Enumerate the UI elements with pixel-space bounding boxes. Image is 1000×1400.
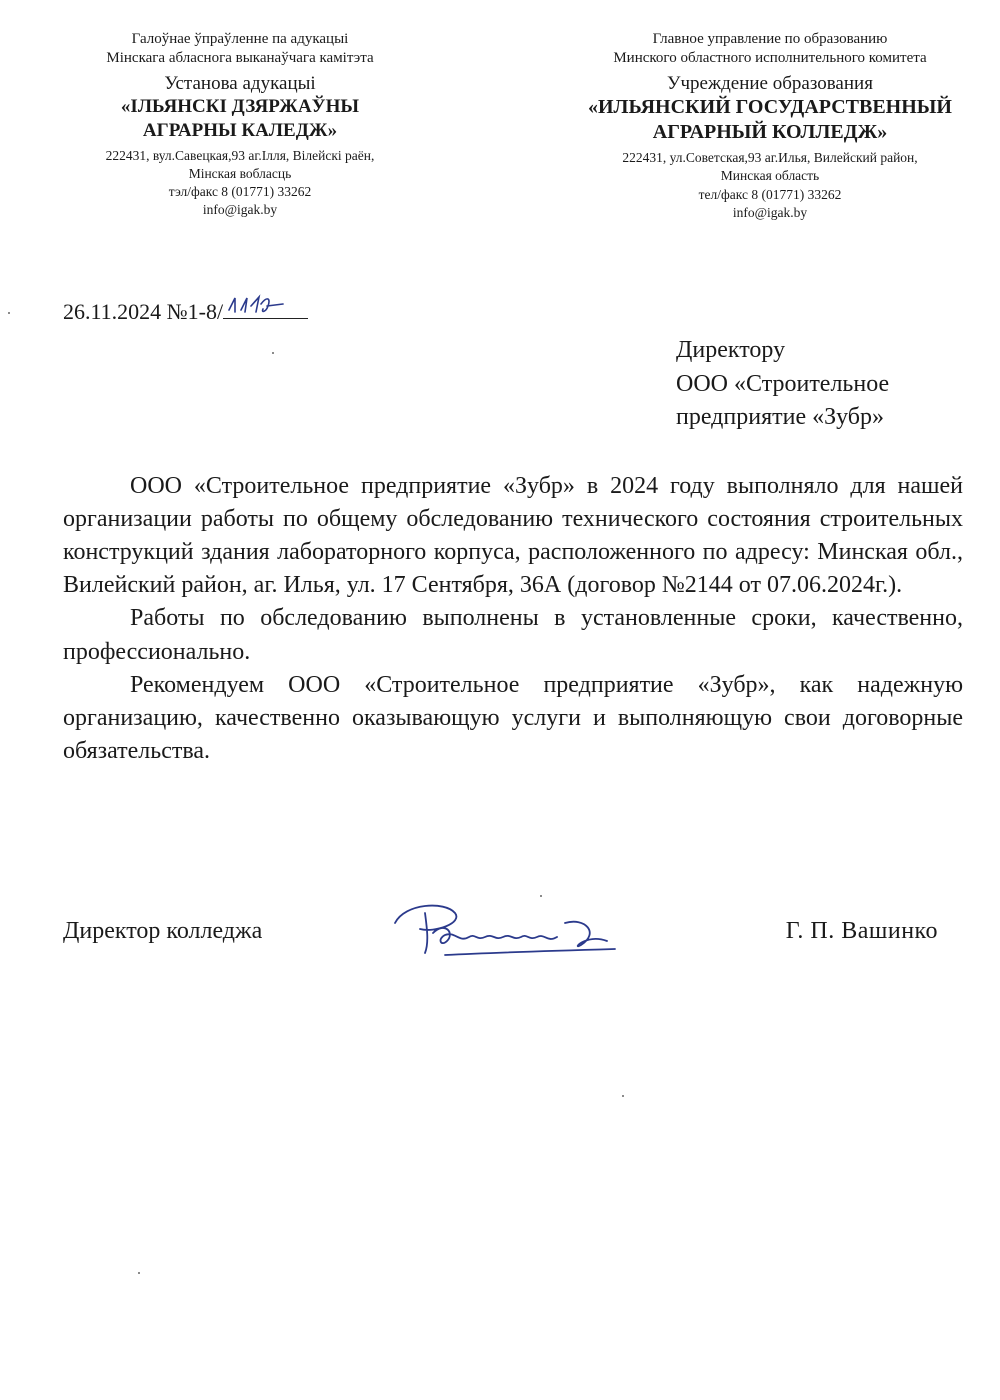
paragraph-3: Рекомендуем ООО «Строительное предприятие «Зубр», как надежную организацию, качественно оказывающую услуги и выполняющую свои договорные обязательства. bbox=[63, 671, 963, 764]
addressee-line-3: предприятие «Зубр» bbox=[676, 404, 885, 431]
address-line-2: Мінская вобласць bbox=[188, 165, 292, 181]
paragraph-1: ООО «Строительное предприятие «Зубр» в 2024 году выполняло для нашей организации работы по общему обследованию технического состояния строительных конструкций здания лабораторного корпуса, расположенного по адресу: Минская обл., Вилейский район, аг. Илья, ул. 17 Сентября, 36А (договор №2144 от 07.06.2024г.). bbox=[63, 473, 963, 599]
header-russian bbox=[570, 30, 970, 222]
scan-speck bbox=[8, 312, 10, 314]
institution-type: Учреждение образования bbox=[667, 72, 873, 94]
address-line-2: Минская область bbox=[720, 168, 820, 184]
scan-speck bbox=[622, 1095, 624, 1097]
institution-name-line-2: АГРАРНЫ КАЛЕДЖ» bbox=[142, 120, 338, 141]
handwritten-number-icon bbox=[223, 292, 303, 318]
email: info@igak.by bbox=[202, 202, 278, 218]
registration-line bbox=[63, 298, 308, 325]
signature-icon bbox=[385, 893, 645, 973]
scan-speck bbox=[540, 895, 542, 897]
institution-name-line-2: АГРАРНЫЙ КОЛЛЕДЖ» bbox=[652, 121, 888, 144]
phone: тэл/факс 8 (01771) 33262 bbox=[168, 184, 312, 200]
addressee-line-2: ООО «Строительное bbox=[676, 370, 890, 397]
date-and-number: 26.11.2024 №1-8/ bbox=[63, 299, 224, 324]
phone: тел/факс 8 (01771) 33262 bbox=[698, 186, 842, 202]
paragraph-2: Работы по обследованию выполнены в установленные сроки, качественно, профессионально. bbox=[63, 605, 963, 665]
addressee-line-1: Директору bbox=[676, 337, 786, 363]
address-line-1: 222431, вул.Савецкая,93 аг.Ілля, Вілейскі раён, bbox=[105, 147, 375, 163]
authority-line-1: Галоўнае ўпраўленне па адукацыі bbox=[131, 31, 349, 47]
authority-line-2: Минского областного исполнительного комитета bbox=[613, 49, 927, 66]
email: info@igak.by bbox=[732, 204, 808, 220]
signature-row bbox=[63, 915, 938, 975]
institution-type: Установа адукацыі bbox=[164, 72, 316, 94]
signer-name: Г. П. Вашинко bbox=[785, 918, 938, 944]
authority-line-2: Мінскага абласнога выканаўчага камітэта bbox=[106, 49, 374, 66]
authority-line-1: Главное управление по образованию bbox=[652, 31, 888, 47]
scan-speck bbox=[138, 1272, 140, 1274]
signer-title: Директор колледжа bbox=[63, 918, 263, 944]
scan-speck bbox=[272, 352, 274, 354]
letter-body bbox=[63, 470, 963, 768]
institution-name-line-1: «ИЛЬЯНСКИЙ ГОСУДАРСТВЕННЫЙ bbox=[588, 96, 952, 119]
institution-name-line-1: «ІЛЬЯНСКІ ДЗЯРЖАЎНЫ bbox=[120, 96, 360, 118]
addressee bbox=[676, 334, 889, 435]
header-belarusian bbox=[70, 30, 410, 220]
handwritten-number bbox=[223, 298, 308, 319]
address-line-1: 222431, ул.Советская,93 аг.Илья, Вилейский район, bbox=[622, 150, 918, 166]
